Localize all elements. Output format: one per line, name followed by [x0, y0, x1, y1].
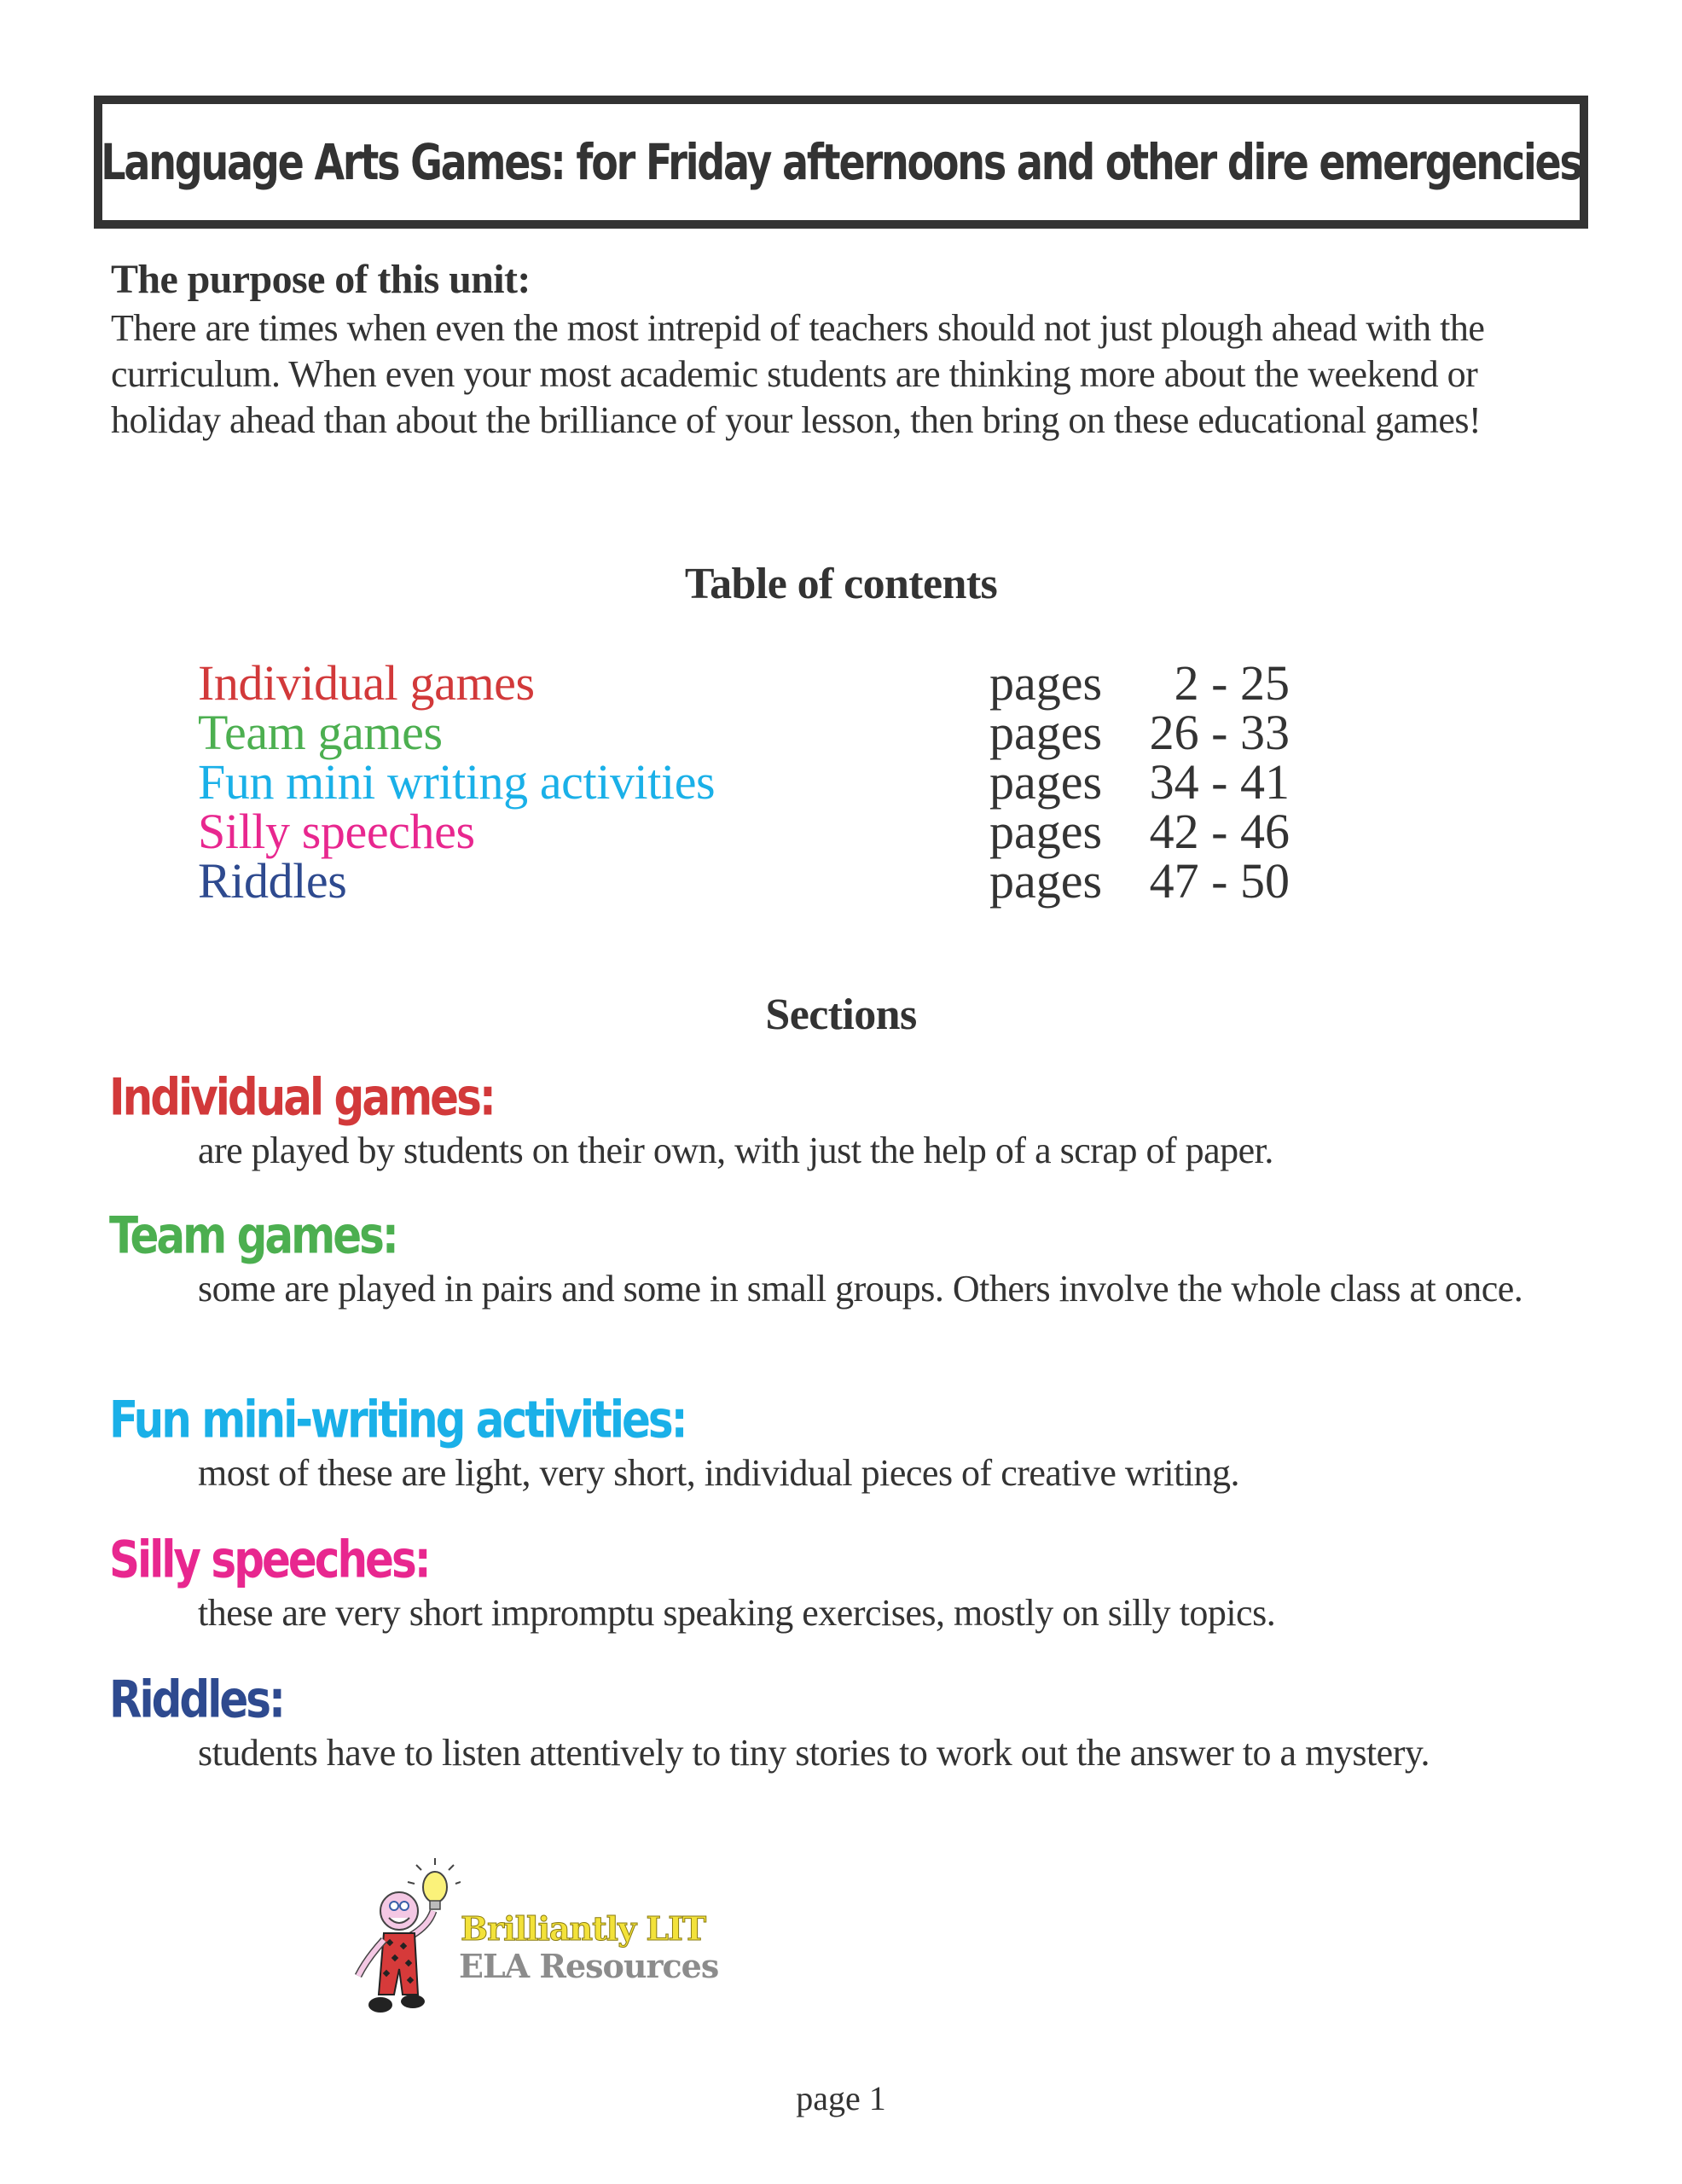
toc-item-label: Riddles: [198, 853, 347, 909]
section-title: Riddles:: [109, 1670, 284, 1729]
section-silly-speeches: [109, 1530, 1576, 1636]
section-description: these are very short impromptu speaking exercises, mostly on silly topics.: [198, 1592, 1276, 1634]
purpose-body: There are times when even the most intrepid of teachers should not just plough ahead with the curriculum. When even your most academic students are thinking more about the weekend or holiday ahead than about the brilliance of your lesson, then bring on these educational games!: [111, 307, 1485, 441]
logo-line-2: ELA Resources: [459, 1947, 719, 1985]
sections-heading: Sections: [765, 990, 917, 1039]
toc-page-range: 2 - 25: [1174, 655, 1290, 711]
document-title: Language Arts Games: for Friday afternoons and other dire emergencies: [101, 133, 1581, 191]
toc-item[interactable]: [198, 754, 1392, 810]
toc-page-range: 42 - 46: [1149, 804, 1290, 859]
toc-page-range: 47 - 50: [1149, 853, 1290, 909]
purpose-heading: The purpose of this unit:: [111, 257, 531, 302]
logo-line-1: Brilliantly LIT: [461, 1909, 706, 1948]
section-description: some are played in pairs and some in small groups. Others involve the whole class at once.: [198, 1268, 1523, 1310]
toc-page-range: 34 - 41: [1149, 754, 1290, 810]
section-fun-mini-writing: [109, 1390, 1576, 1496]
section-description: students have to listen attentively to tiny stories to work out the answer to a mystery.: [198, 1732, 1430, 1774]
toc-item-label: Team games: [198, 705, 443, 760]
section-title: Silly speeches:: [109, 1530, 429, 1589]
toc-pages-word: pages: [989, 754, 1103, 810]
section-description: are played by students on their own, with just the help of a scrap of paper.: [198, 1130, 1273, 1171]
toc-item[interactable]: [198, 705, 1392, 760]
toc-item-label: Silly speeches: [198, 804, 475, 859]
toc-item[interactable]: [198, 853, 1392, 909]
toc-heading: Table of contents: [684, 560, 998, 608]
section-team-games: [109, 1205, 1576, 1312]
section-description: most of these are light, very short, individual pieces of creative writing.: [198, 1452, 1240, 1494]
toc-pages-word: pages: [989, 853, 1103, 909]
section-title: Individual games:: [109, 1067, 494, 1127]
toc-pages-word: pages: [989, 705, 1103, 760]
brilliantly-lit-logo: [350, 1858, 719, 2029]
section-individual-games: [109, 1067, 1576, 1174]
toc-item[interactable]: [198, 655, 1392, 711]
title-box: [94, 96, 1588, 229]
toc-item-label: Fun mini writing activities: [198, 754, 716, 810]
section-title: Team games:: [109, 1205, 397, 1265]
toc-pages-word: pages: [989, 804, 1103, 859]
section-riddles: [109, 1670, 1576, 1776]
section-title: Fun mini-writing activities:: [109, 1390, 686, 1449]
toc-page-range: 26 - 33: [1149, 705, 1290, 760]
page-number: page 1: [796, 2079, 886, 2117]
toc-item[interactable]: [198, 804, 1392, 859]
toc-item-label: Individual games: [198, 655, 535, 711]
table-of-contents: [198, 655, 1392, 909]
toc-pages-word: pages: [989, 655, 1103, 711]
mascot-lightbulb-icon: [350, 1858, 461, 2029]
